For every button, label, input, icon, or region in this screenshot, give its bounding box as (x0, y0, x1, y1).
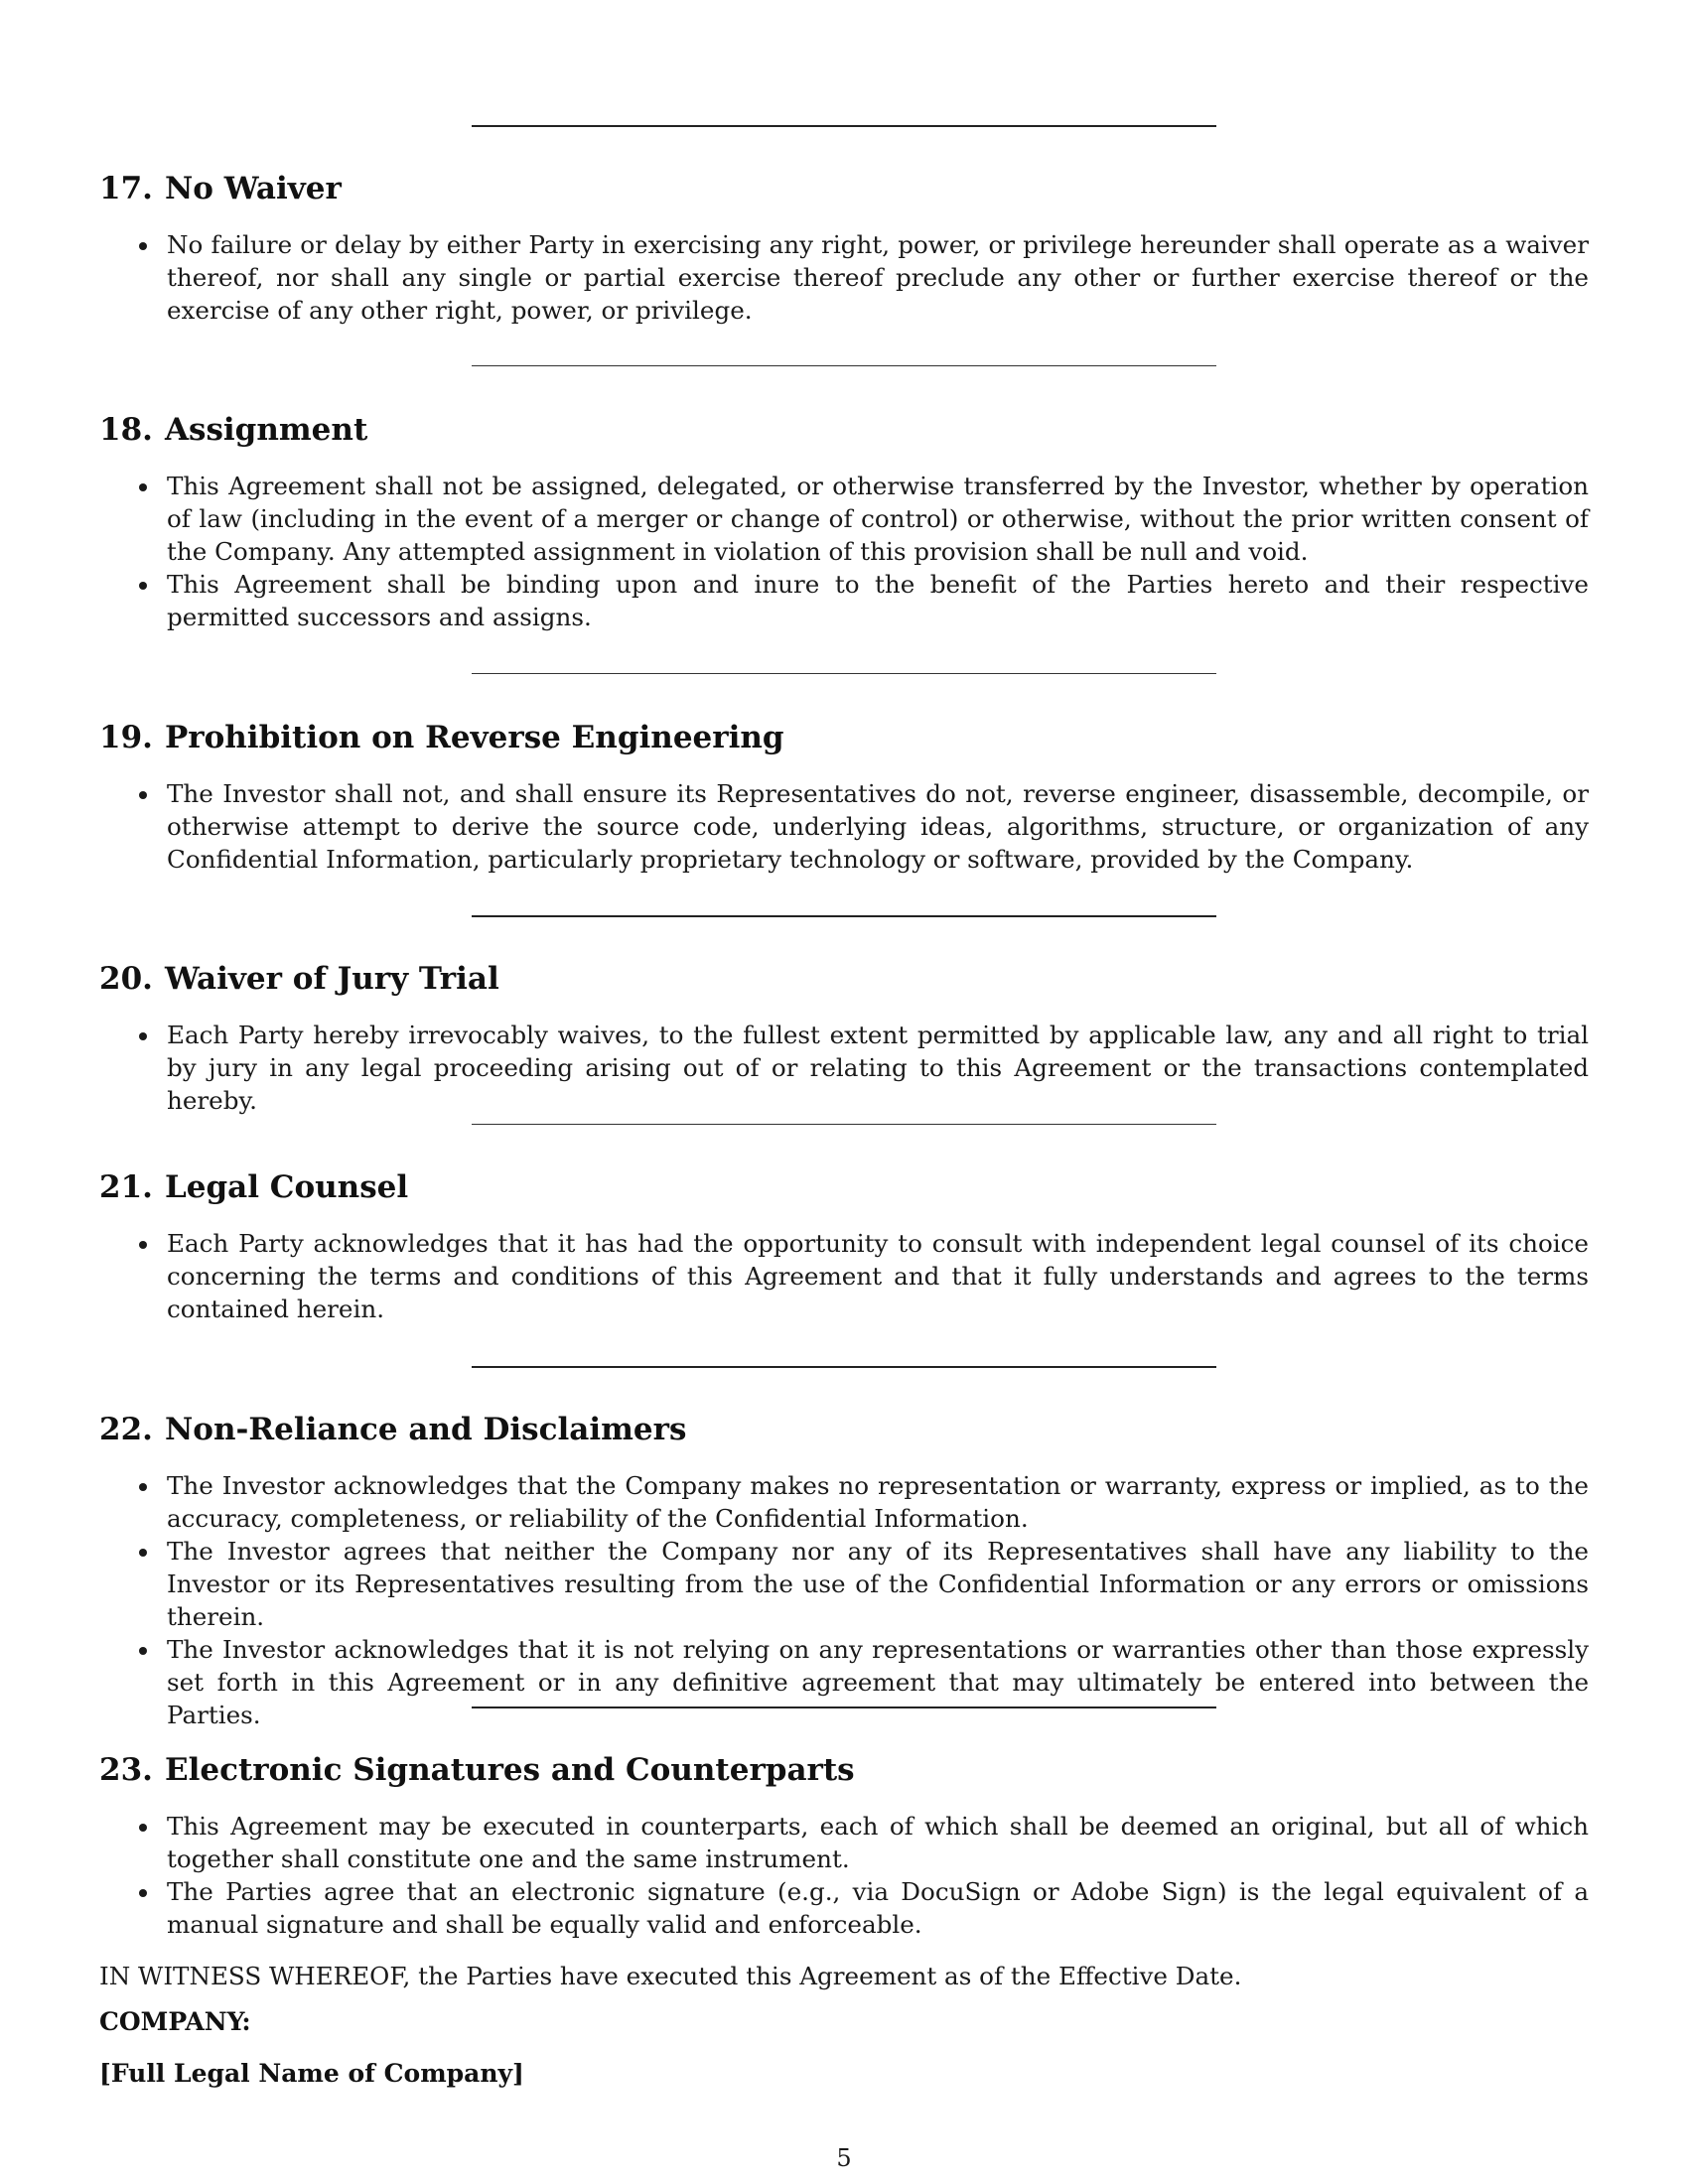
bullet-icon (139, 1889, 147, 1897)
section-divider (472, 915, 1216, 917)
page-number: 5 (836, 2144, 852, 2172)
section-number: 19. (99, 720, 153, 755)
bullet-icon (139, 1549, 147, 1557)
bullet-text: The Investor acknowledges that it is not relying on any representations or warranties other than those expressly set forth in this Agreement or in any definitive agreement that may ultimately be entered into between the Parties. (167, 1635, 1589, 1729)
section-divider (472, 125, 1216, 127)
bullet-icon (139, 791, 147, 799)
section-title: Prohibition on Reverse Engineering (164, 720, 784, 755)
section-divider (472, 673, 1216, 674)
bullet-icon (139, 1032, 147, 1040)
section-21-bullets (99, 1227, 1589, 1325)
list-item (99, 1469, 1589, 1535)
bullet-icon (139, 582, 147, 590)
bullet-icon (139, 483, 147, 491)
witness-statement: IN WITNESS WHEREOF, the Parties have executed this Agreement as of the Effective Date. (99, 1962, 1242, 1990)
section-19-bullets (99, 777, 1589, 876)
list-item (99, 228, 1589, 327)
list-item (99, 470, 1589, 568)
section-heading-20 (99, 961, 499, 997)
list-item (99, 568, 1589, 633)
section-title: No Waiver (164, 171, 342, 206)
section-divider (472, 1706, 1216, 1708)
section-divider (472, 1124, 1216, 1125)
list-item (99, 1535, 1589, 1633)
section-number: 20. (99, 961, 153, 997)
section-22-bullets (99, 1469, 1589, 1731)
section-number: 23. (99, 1752, 153, 1788)
bullet-text: The Investor agrees that neither the Company nor any of its Representatives shall have any liability to the Investor or its Representatives resulting from the use of the Confidential Information or any errors or omissions therein. (167, 1537, 1589, 1631)
bullet-text: Each Party hereby irrevocably waives, to the fullest extent permitted by applicable law, any and all right to trial by jury in any legal proceeding arising out of or relating to this Agreement or the transactions contemplated hereby. (167, 1021, 1589, 1115)
bullet-icon (139, 1824, 147, 1832)
section-23-bullets (99, 1810, 1589, 1941)
section-17-bullets (99, 228, 1589, 327)
bullet-icon (139, 242, 147, 250)
list-item (99, 1227, 1589, 1325)
section-heading-21 (99, 1169, 408, 1205)
section-title: Legal Counsel (164, 1169, 409, 1205)
bullet-icon (139, 1647, 147, 1655)
bullet-text: The Parties agree that an electronic signature (e.g., via DocuSign or Adobe Sign) is the legal equivalent of a manual signature and shall be equally valid and enforceable. (167, 1877, 1589, 1939)
section-title: Waiver of Jury Trial (164, 961, 499, 997)
bullet-text: This Agreement shall be binding upon and inure to the benefit of the Parties hereto and their respective permitted successors and assigns. (167, 570, 1589, 631)
bullet-text: This Agreement shall not be assigned, delegated, or otherwise transferred by the Investor, whether by operation of law (including in the event of a merger or change of control) or otherwise, without the prior written consent of the Company. Any attempted assignment in violation of this provision shall be null and void. (167, 472, 1589, 566)
section-heading-18 (99, 412, 367, 448)
bullet-text: No failure or delay by either Party in exercising any right, power, or privilege hereunder shall operate as a waiver thereof, nor shall any single or partial exercise thereof preclude any other or further exercise thereof or the exercise of any other right, power, or privilege. (167, 230, 1589, 325)
bullet-text: This Agreement may be executed in counterparts, each of which shall be deemed an original, but all of which together shall constitute one and the same instrument. (167, 1812, 1589, 1873)
company-label: COMPANY: (99, 2007, 251, 2036)
section-title: Non-Reliance and Disclaimers (164, 1412, 687, 1447)
list-item (99, 1875, 1589, 1941)
section-18-bullets (99, 470, 1589, 633)
bullet-icon (139, 1483, 147, 1491)
section-divider (472, 365, 1216, 366)
section-heading-17 (99, 171, 342, 206)
list-item (99, 1019, 1589, 1117)
list-item (99, 1633, 1589, 1731)
bullet-icon (139, 1241, 147, 1249)
list-item (99, 777, 1589, 876)
section-title: Electronic Signatures and Counterparts (164, 1752, 855, 1788)
bullet-text: The Investor acknowledges that the Company makes no representation or warranty, express or implied, as to the accuracy, completeness, or reliability of the Confidential Information. (167, 1471, 1589, 1533)
section-number: 21. (99, 1169, 153, 1205)
list-item (99, 1810, 1589, 1875)
section-heading-23 (99, 1752, 855, 1788)
bullet-text: Each Party acknowledges that it has had the opportunity to consult with independent legal counsel of its choice concerning the terms and conditions of this Agreement and that it fully understands and agrees to the terms contained herein. (167, 1229, 1589, 1323)
section-heading-19 (99, 720, 784, 755)
section-number: 22. (99, 1412, 153, 1447)
section-title: Assignment (164, 412, 368, 448)
section-number: 17. (99, 171, 153, 206)
section-number: 18. (99, 412, 153, 448)
bullet-text: The Investor shall not, and shall ensure its Representatives do not, reverse engineer, disassemble, decompile, or otherwise attempt to derive the source code, underlying ideas, algorithms, structure, or organization of any Confidential Information, particularly proprietary technology or software, provided by the Company. (167, 779, 1589, 874)
company-name-placeholder: [Full Legal Name of Company] (99, 2059, 524, 2088)
section-divider (472, 1366, 1216, 1368)
section-20-bullets (99, 1019, 1589, 1117)
section-heading-22 (99, 1412, 686, 1447)
